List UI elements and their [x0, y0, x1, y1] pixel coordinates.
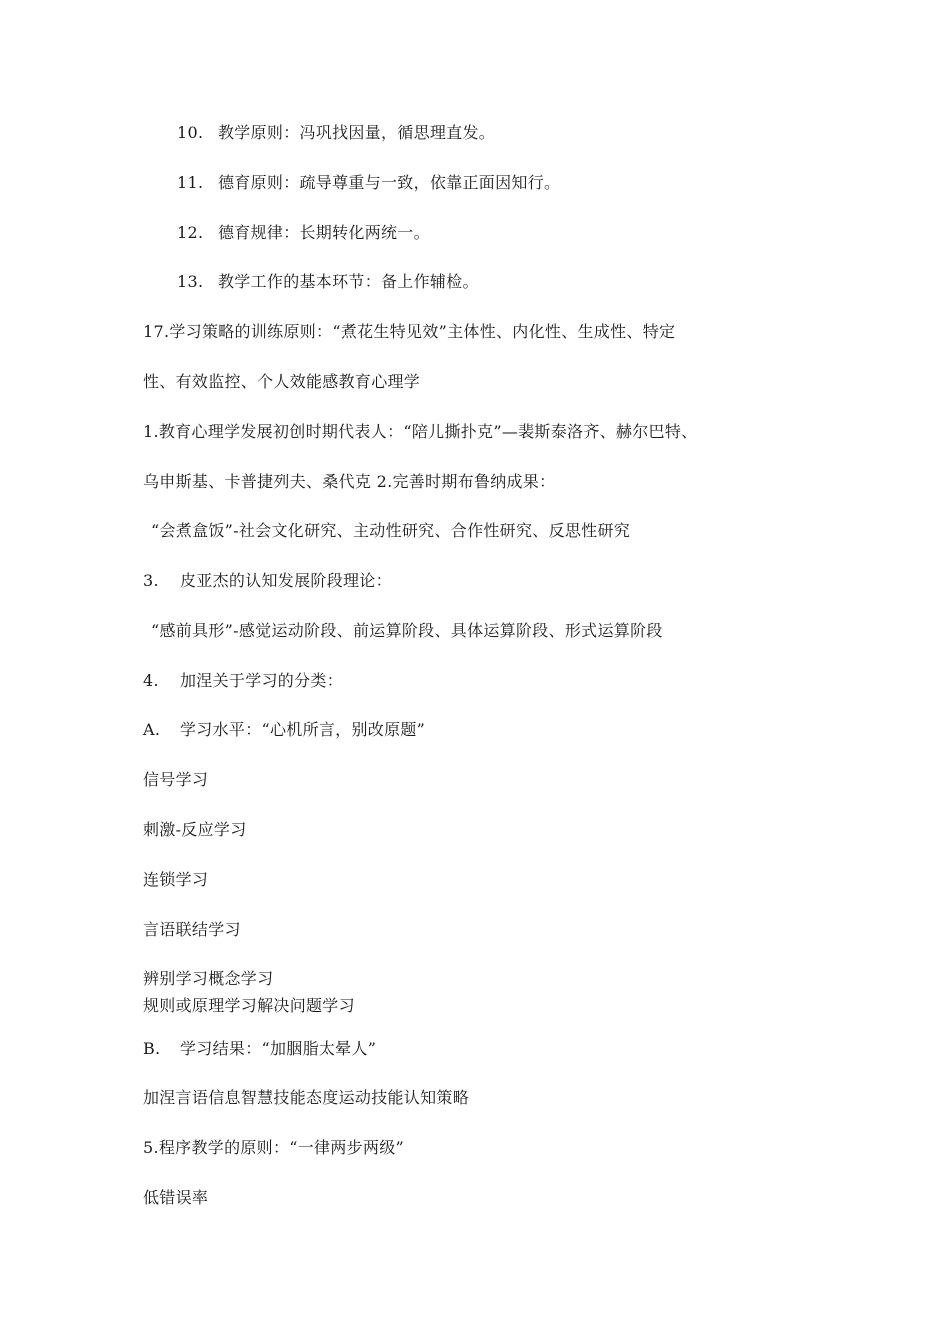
- paragraph-line: 加涅言语信息智慧技能态度运动技能认知策略: [143, 1088, 470, 1107]
- paragraph-line: 性、有效监控、个人效能感教育心理学: [143, 372, 421, 391]
- paragraph-line: 言语联结学习: [143, 920, 241, 939]
- paragraph-line: 17.学习策略的训练原则：“煮花生特见效”主体性、内化性、生成性、特定: [143, 322, 676, 341]
- paragraph-line: “会煮盒饭”-社会文化研究、主动性研究、合作性研究、反思性研究: [151, 521, 631, 540]
- item-number: 12.: [177, 223, 204, 242]
- item-number: 10.: [177, 123, 204, 142]
- list-item: [177, 271, 479, 293]
- item-number: 4.: [143, 671, 159, 690]
- list-item: [143, 570, 392, 592]
- item-text: 加涅关于学习的分类：: [180, 671, 344, 690]
- paragraph-line: 规则或原理学习解决问题学习: [143, 996, 355, 1015]
- item-number: 3.: [143, 571, 159, 590]
- item-text: 皮亚杰的认知发展阶段理论：: [180, 571, 392, 590]
- paragraph-line: 信号学习: [143, 770, 209, 789]
- item-text: 德育原则：疏导尊重与一致，依靠正面因知行。: [218, 173, 561, 192]
- paragraph-line: 5.程序教学的原则：“一律两步两级”: [143, 1138, 405, 1157]
- list-item: [177, 222, 430, 244]
- item-number: 11.: [177, 173, 204, 192]
- list-item: [177, 172, 560, 194]
- list-item: [177, 122, 495, 144]
- item-text: 学习水平：“心机所言，别改原题”: [180, 720, 426, 739]
- list-item: [143, 719, 425, 741]
- item-number: 13.: [177, 272, 204, 291]
- item-text: 德育规律：长期转化两统一。: [218, 223, 430, 242]
- list-item: [143, 1038, 376, 1060]
- paragraph-line: 刺激-反应学习: [143, 820, 247, 839]
- paragraph-line: 低错误率: [143, 1188, 209, 1207]
- item-text: 教学工作的基本环节：备上作辅检。: [218, 272, 479, 291]
- paragraph-line: 连锁学习: [143, 870, 209, 889]
- item-number: A.: [143, 720, 161, 739]
- list-item: [143, 670, 343, 692]
- paragraph-line: 乌申斯基、卡普捷列夫、桑代克 2.完善时期布鲁纳成果：: [143, 472, 556, 491]
- paragraph-line: “感前具形”-感觉运动阶段、前运算阶段、具体运算阶段、形式运算阶段: [151, 621, 663, 640]
- paragraph-line: 辨别学习概念学习: [143, 969, 274, 988]
- item-number: B.: [143, 1039, 161, 1058]
- paragraph-line: 1.教育心理学发展初创时期代表人：“陪儿撕扑克”—裴斯泰洛齐、赫尔巴特、: [143, 422, 698, 441]
- item-text: 教学原则：冯巩找因量，循思理直发。: [218, 123, 496, 142]
- item-text: 学习结果：“加胭脂太晕人”: [180, 1039, 377, 1058]
